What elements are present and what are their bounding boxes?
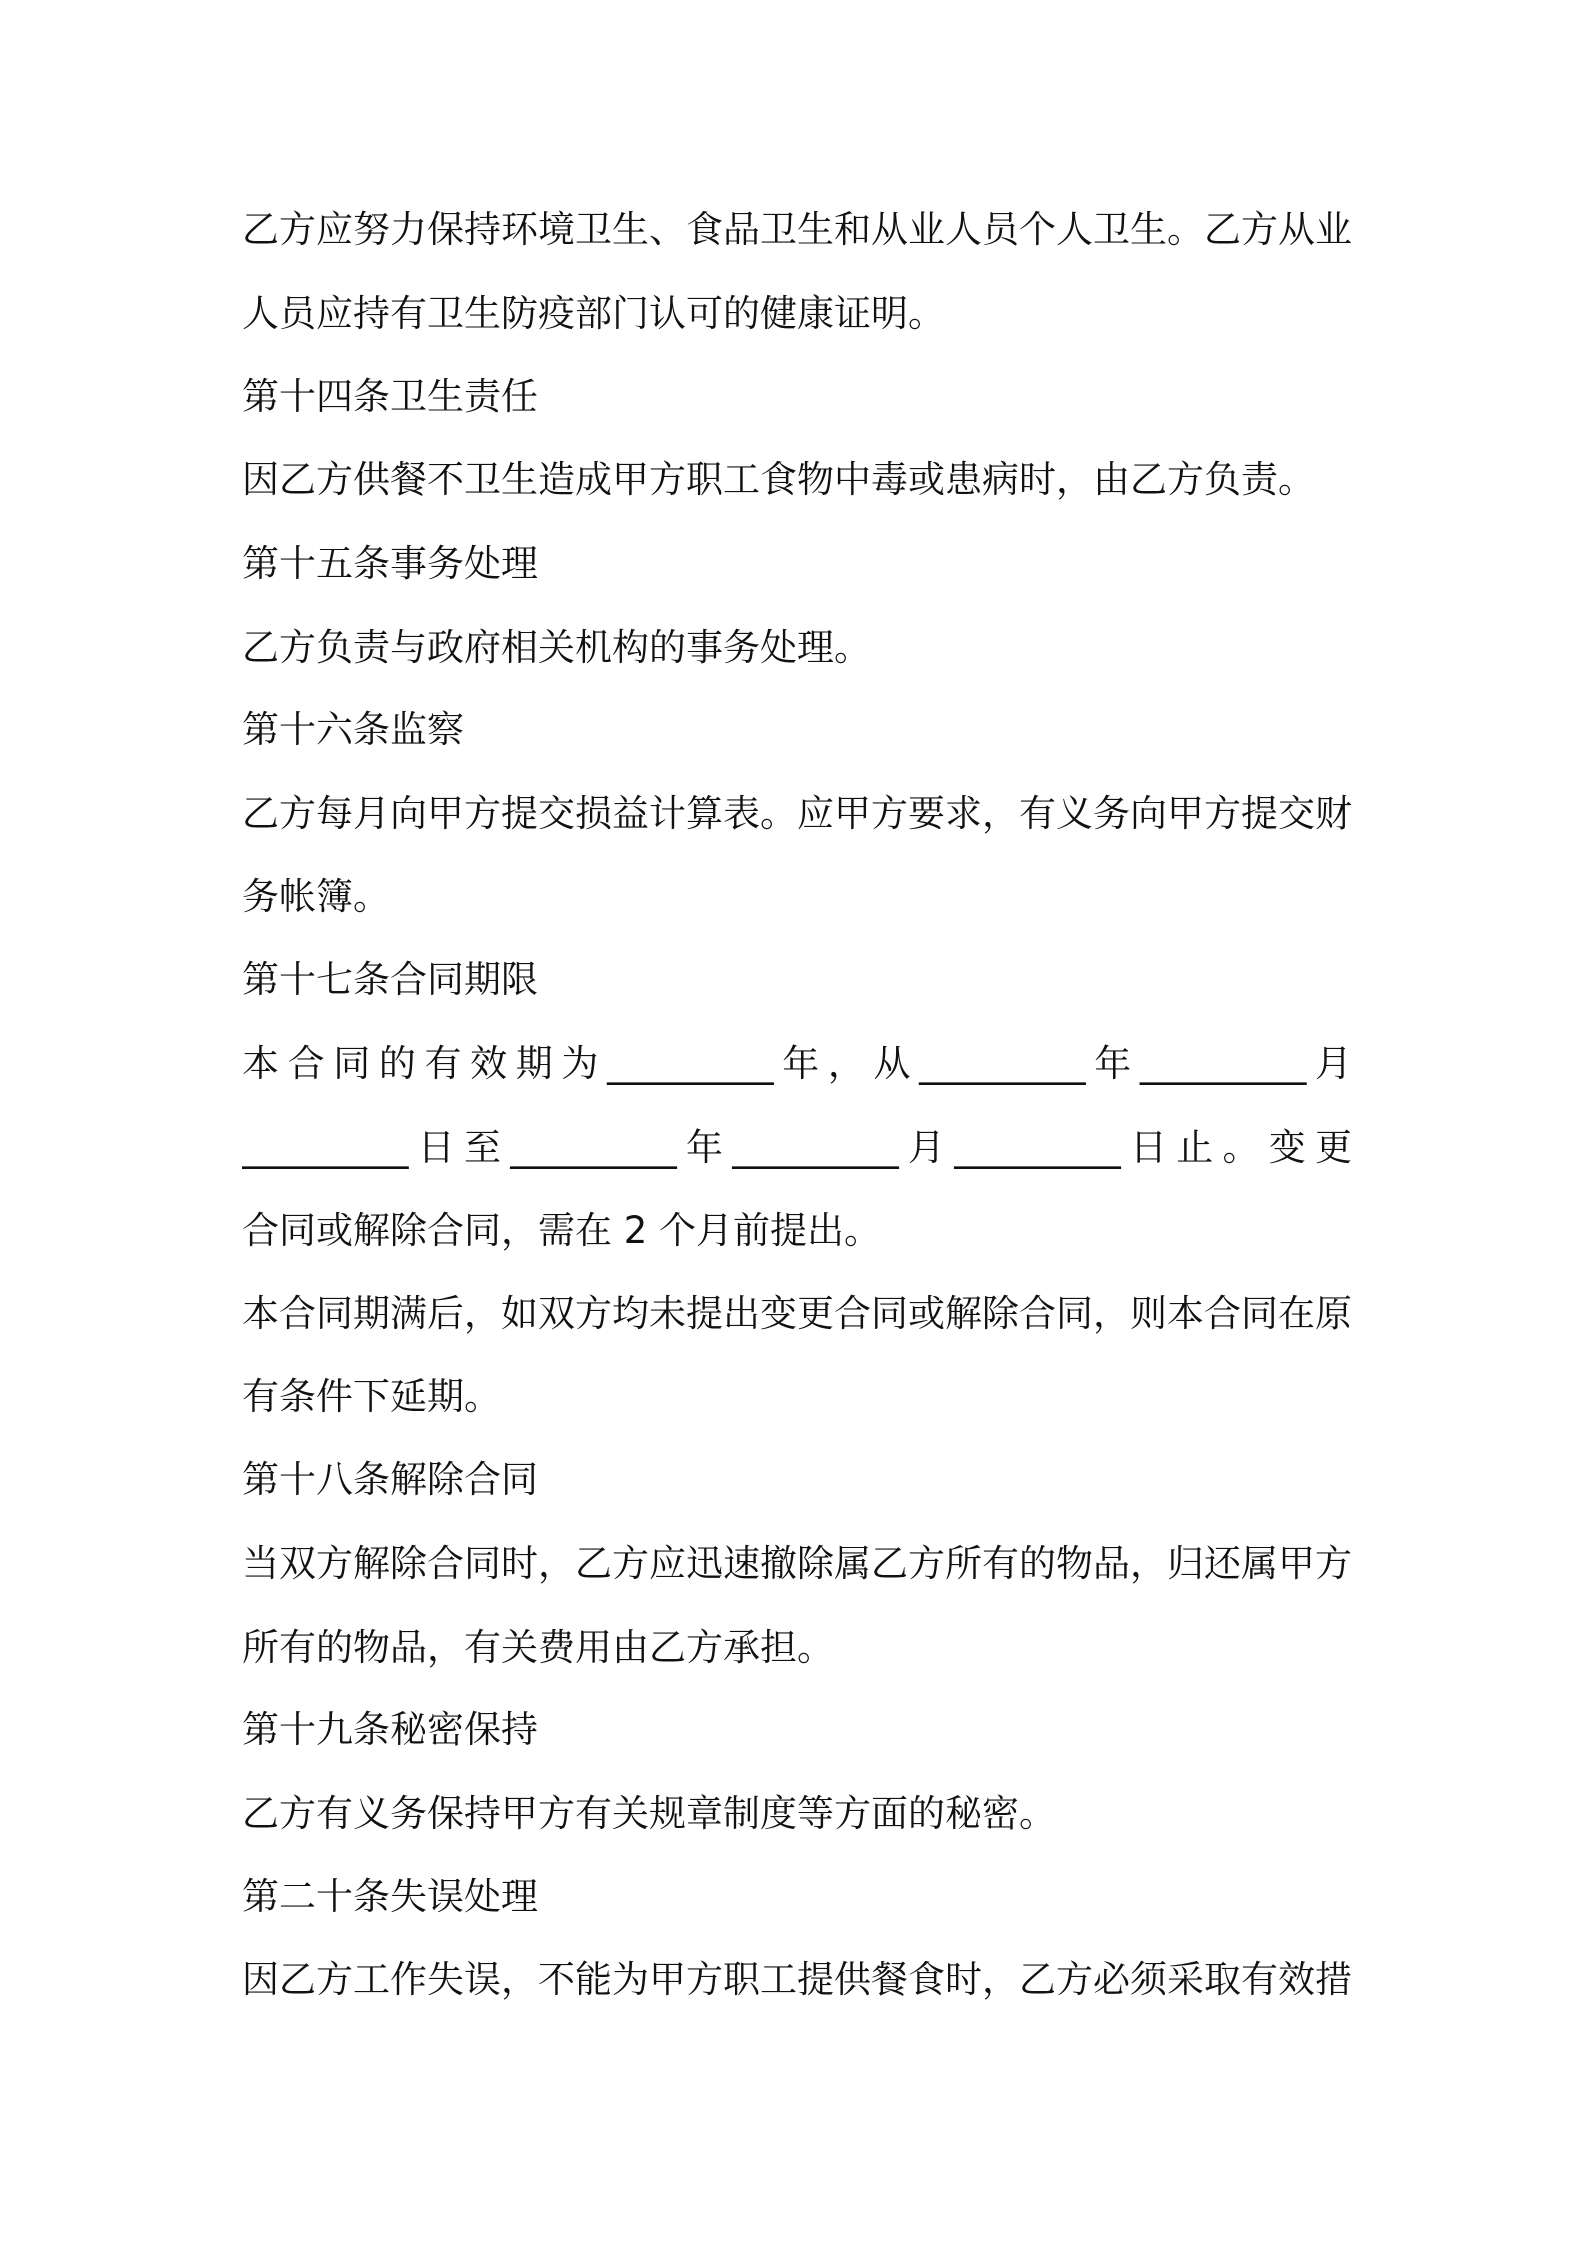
body-line: 因乙方工作失误，不能为甲方职工提供餐食时，乙方必须采取有效措: [242, 1958, 1352, 2001]
body-line: 本合同期满后，如双方均未提出变更合同或解除合同，则本合同在原: [242, 1292, 1352, 1335]
body-line: 人员应持有卫生防疫部门认可的健康证明。: [242, 292, 945, 335]
body-line: 本合同的有效期为_________年，从_________年_________月: [242, 1042, 1352, 1085]
section-heading: 第十五条事务处理: [242, 542, 538, 585]
body-line: 乙方有义务保持甲方有关规章制度等方面的秘密。: [242, 1792, 1056, 1835]
section-heading: 第十八条解除合同: [242, 1458, 538, 1501]
body-line: 当双方解除合同时，乙方应迅速撤除属乙方所有的物品，归还属甲方: [242, 1542, 1352, 1585]
body-line: 因乙方供餐不卫生造成甲方职工食物中毒或患病时，由乙方负责。: [242, 458, 1315, 501]
body-line: 乙方负责与政府相关机构的事务处理。: [242, 626, 871, 669]
body-line: _________日至_________年_________月_________日止。变更: [242, 1126, 1352, 1169]
body-line: 乙方应努力保持环境卫生、食品卫生和从业人员个人卫生。乙方从业: [242, 208, 1352, 251]
section-heading: 第十六条监察: [242, 708, 464, 751]
body-line: 所有的物品，有关费用由乙方承担。: [242, 1626, 834, 1669]
section-heading: 第十七条合同期限: [242, 958, 538, 1001]
section-heading: 第二十条失误处理: [242, 1875, 538, 1918]
body-line: 乙方每月向甲方提交损益计算表。应甲方要求，有义务向甲方提交财: [242, 792, 1352, 835]
body-line: 务帐簿。: [242, 875, 390, 918]
section-heading: 第十九条秘密保持: [242, 1708, 538, 1751]
body-line: 合同或解除合同，需在 2 个月前提出。: [242, 1209, 882, 1252]
body-line: 有条件下延期。: [242, 1375, 501, 1418]
section-heading: 第十四条卫生责任: [242, 375, 538, 418]
